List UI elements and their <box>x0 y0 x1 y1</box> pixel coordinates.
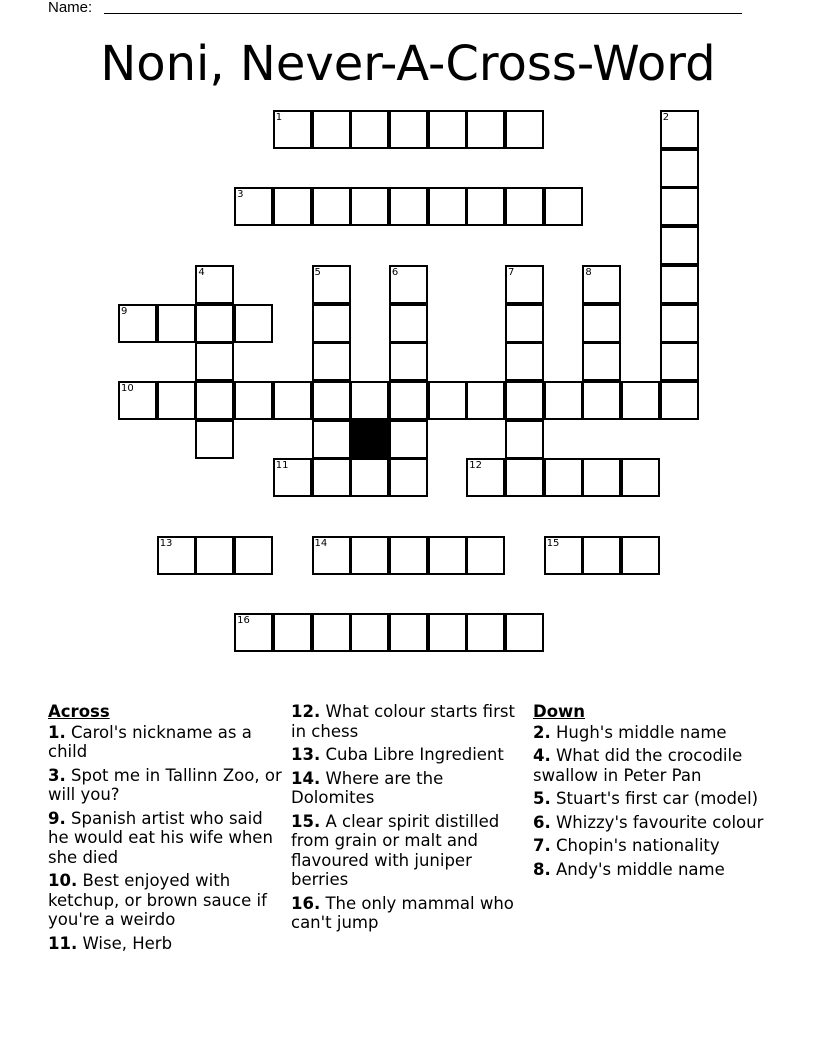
grid-cell[interactable] <box>660 381 699 420</box>
grid-cell[interactable] <box>273 381 312 420</box>
clues-section <box>48 702 768 982</box>
grid-cell[interactable] <box>157 304 196 343</box>
clue-text: Carol's nickname as a child <box>48 722 252 761</box>
clue-number: 10 <box>121 382 134 394</box>
clue-number: 8. <box>533 859 551 879</box>
grid-cell[interactable] <box>273 613 312 652</box>
clue-text: A clear spirit distilled from grain or malt and flavoured with juniper berries <box>291 811 500 889</box>
grid-cell[interactable] <box>660 304 699 343</box>
grid-cell[interactable] <box>428 110 467 149</box>
clues-column-2 <box>291 702 531 937</box>
grid-cell[interactable] <box>312 304 351 343</box>
clue-number: 10. <box>48 871 78 890</box>
clue-text: What did the crocodile swallow in Peter Pan <box>533 746 743 785</box>
grid-cell[interactable] <box>505 187 544 226</box>
grid-cell[interactable] <box>660 149 699 188</box>
grid-cell[interactable] <box>389 381 428 420</box>
grid-cell[interactable] <box>312 342 351 381</box>
clue-number: 5. <box>533 789 551 808</box>
clue-text: Andy's middle name <box>550 859 725 879</box>
grid-cell[interactable] <box>312 458 351 497</box>
grid-cell[interactable] <box>621 536 660 575</box>
grid-cell[interactable] <box>505 458 544 497</box>
clue-text: Wise, Herb <box>77 933 173 953</box>
clue-number: 15. <box>291 811 321 831</box>
grid-cell[interactable] <box>234 304 273 343</box>
grid-cell[interactable] <box>273 187 312 226</box>
grid-cell[interactable] <box>195 304 234 343</box>
grid-cell[interactable] <box>582 342 621 381</box>
grid-cell[interactable] <box>505 420 544 459</box>
grid-cell[interactable] <box>389 536 428 575</box>
grid-cell[interactable] <box>505 110 544 149</box>
clue-text: Chopin's nationality <box>550 836 720 855</box>
grid-cell[interactable] <box>234 613 273 652</box>
grid-cell[interactable] <box>544 187 583 226</box>
clue-text: Cuba Libre Ingredient <box>320 745 504 764</box>
grid-cell[interactable] <box>195 381 234 420</box>
grid-cell[interactable] <box>544 536 583 575</box>
grid-cell[interactable] <box>505 613 544 652</box>
clue-text: Whizzy's favourite colour <box>550 812 764 832</box>
grid-cell[interactable] <box>312 110 351 149</box>
grid-cell[interactable] <box>466 187 505 226</box>
clue-number: 15 <box>546 537 560 549</box>
across-clue <box>291 812 531 890</box>
grid-cell[interactable] <box>312 613 351 652</box>
across-clue <box>291 769 531 808</box>
down-clue <box>533 789 773 809</box>
grid-cell[interactable] <box>195 420 234 459</box>
grid-cell[interactable] <box>350 110 389 149</box>
grid-cell[interactable] <box>389 187 428 226</box>
grid-cell[interactable] <box>466 458 505 497</box>
clue-number: 3 <box>237 189 244 201</box>
across-clue <box>48 871 288 930</box>
clue-number: 1. <box>48 722 66 742</box>
grid-cell[interactable] <box>582 458 621 497</box>
down-clue <box>533 746 773 785</box>
grid-cell[interactable] <box>544 381 583 420</box>
grid-cell[interactable] <box>195 342 234 381</box>
grid-cell[interactable] <box>660 342 699 381</box>
clue-number: 1 <box>275 112 283 123</box>
clue-number: 16. <box>291 893 321 913</box>
clue-text: What colour starts first in chess <box>291 702 515 741</box>
clue-text: Where are the Dolomites <box>291 768 444 807</box>
clue-number: 7 <box>508 266 515 278</box>
grid-cell[interactable] <box>389 304 428 343</box>
clue-number: 5 <box>314 266 321 278</box>
grid-cell[interactable] <box>428 381 467 420</box>
grid-cell[interactable] <box>350 613 389 652</box>
down-clue <box>533 813 773 833</box>
grid-cell[interactable] <box>582 536 621 575</box>
grid-cell[interactable] <box>389 265 428 304</box>
grid-cell[interactable] <box>544 458 583 497</box>
page-title: Noni, Never-A-Cross-Word <box>100 36 716 92</box>
grid-cell[interactable] <box>234 536 273 575</box>
grid-cell[interactable] <box>621 458 660 497</box>
clue-text: Stuart's first car (model) <box>550 789 759 808</box>
grid-cell[interactable] <box>234 381 273 420</box>
across-clue <box>291 702 531 741</box>
clue-number: 13 <box>159 537 173 549</box>
grid-cell[interactable] <box>466 613 505 652</box>
clues-column-1 <box>48 702 288 957</box>
grid-cell[interactable] <box>389 458 428 497</box>
clue-number: 9 <box>121 305 128 317</box>
grid-cell[interactable] <box>350 381 389 420</box>
grid-cell[interactable] <box>157 381 196 420</box>
grid-cell[interactable] <box>466 536 505 575</box>
down-clue <box>533 723 773 743</box>
grid-cell[interactable] <box>466 381 505 420</box>
across-clue <box>48 934 288 954</box>
across-clue <box>48 809 288 868</box>
clue-number: 11 <box>275 460 289 472</box>
across-clue <box>48 766 288 805</box>
grid-cell[interactable] <box>118 304 157 343</box>
clue-number: 3. <box>48 765 66 785</box>
clue-number: 6 <box>391 266 399 278</box>
grid-cell[interactable] <box>195 265 234 304</box>
clue-number: 12. <box>291 702 321 721</box>
grid-block <box>350 420 389 459</box>
grid-cell[interactable] <box>312 420 351 459</box>
grid-cell[interactable] <box>428 613 467 652</box>
grid-cell[interactable] <box>505 265 544 304</box>
across-heading: Across <box>48 702 110 721</box>
clue-text: Hugh's middle name <box>550 722 727 742</box>
grid-cell[interactable] <box>312 187 351 226</box>
down-heading: Down <box>533 702 586 721</box>
across-clue <box>48 723 288 762</box>
grid-cell[interactable] <box>389 110 428 149</box>
clue-number: 14. <box>291 768 321 788</box>
grid-cell[interactable] <box>234 187 273 226</box>
grid-cell[interactable] <box>389 420 428 459</box>
clue-number: 9. <box>48 808 66 828</box>
clue-number: 16 <box>237 615 250 627</box>
down-clue <box>533 860 773 880</box>
grid-cell[interactable] <box>350 536 389 575</box>
grid-cell[interactable] <box>660 110 699 149</box>
grid-cell[interactable] <box>660 265 699 304</box>
clue-number: 12 <box>469 460 483 472</box>
grid-cell[interactable] <box>660 187 699 226</box>
grid-cell[interactable] <box>582 265 621 304</box>
clue-number: 7. <box>533 836 551 855</box>
grid-cell[interactable] <box>389 342 428 381</box>
name-label: Name: <box>48 0 93 16</box>
clue-number: 2. <box>533 722 551 742</box>
grid-cell[interactable] <box>466 110 505 149</box>
clue-number: 13. <box>291 745 321 764</box>
grid-cell[interactable] <box>660 226 699 265</box>
grid-cell[interactable] <box>195 536 234 575</box>
clue-number: 2 <box>662 112 670 123</box>
clues-column-3 <box>533 702 773 883</box>
grid-cell[interactable] <box>505 342 544 381</box>
down-clue <box>533 836 773 856</box>
clue-text: Spot me in Tallinn Zoo, or will you? <box>48 765 282 804</box>
grid-cell[interactable] <box>350 187 389 226</box>
grid-cell[interactable] <box>582 381 621 420</box>
grid-cell[interactable] <box>273 458 312 497</box>
grid-cell[interactable] <box>582 304 621 343</box>
grid-cell[interactable] <box>505 381 544 420</box>
clue-number: 6. <box>533 812 551 832</box>
clue-text: The only mammal who can't jump <box>291 893 514 932</box>
grid-cell[interactable] <box>389 613 428 652</box>
clue-number: 4. <box>533 746 551 765</box>
grid-cell[interactable] <box>621 381 660 420</box>
clue-number: 14 <box>314 537 328 549</box>
grid-cell[interactable] <box>350 458 389 497</box>
grid-cell[interactable] <box>118 381 157 420</box>
grid-cell[interactable] <box>428 187 467 226</box>
grid-cell[interactable] <box>505 304 544 343</box>
clue-number: 8 <box>585 266 592 278</box>
clue-text: Spanish artist who said he would eat his wife when she died <box>48 808 273 867</box>
grid-cell[interactable] <box>157 536 196 575</box>
grid-cell[interactable] <box>428 536 467 575</box>
clue-number: 4 <box>198 266 205 278</box>
grid-cell[interactable] <box>312 265 351 304</box>
grid-cell[interactable] <box>312 381 351 420</box>
grid-cell[interactable] <box>312 536 351 575</box>
grid-cell[interactable] <box>273 110 312 149</box>
across-clue <box>291 745 531 765</box>
clue-number: 11. <box>48 933 78 953</box>
across-clue <box>291 894 531 933</box>
clue-text: Best enjoyed with ketchup, or brown sauce if you're a weirdo <box>48 871 267 929</box>
